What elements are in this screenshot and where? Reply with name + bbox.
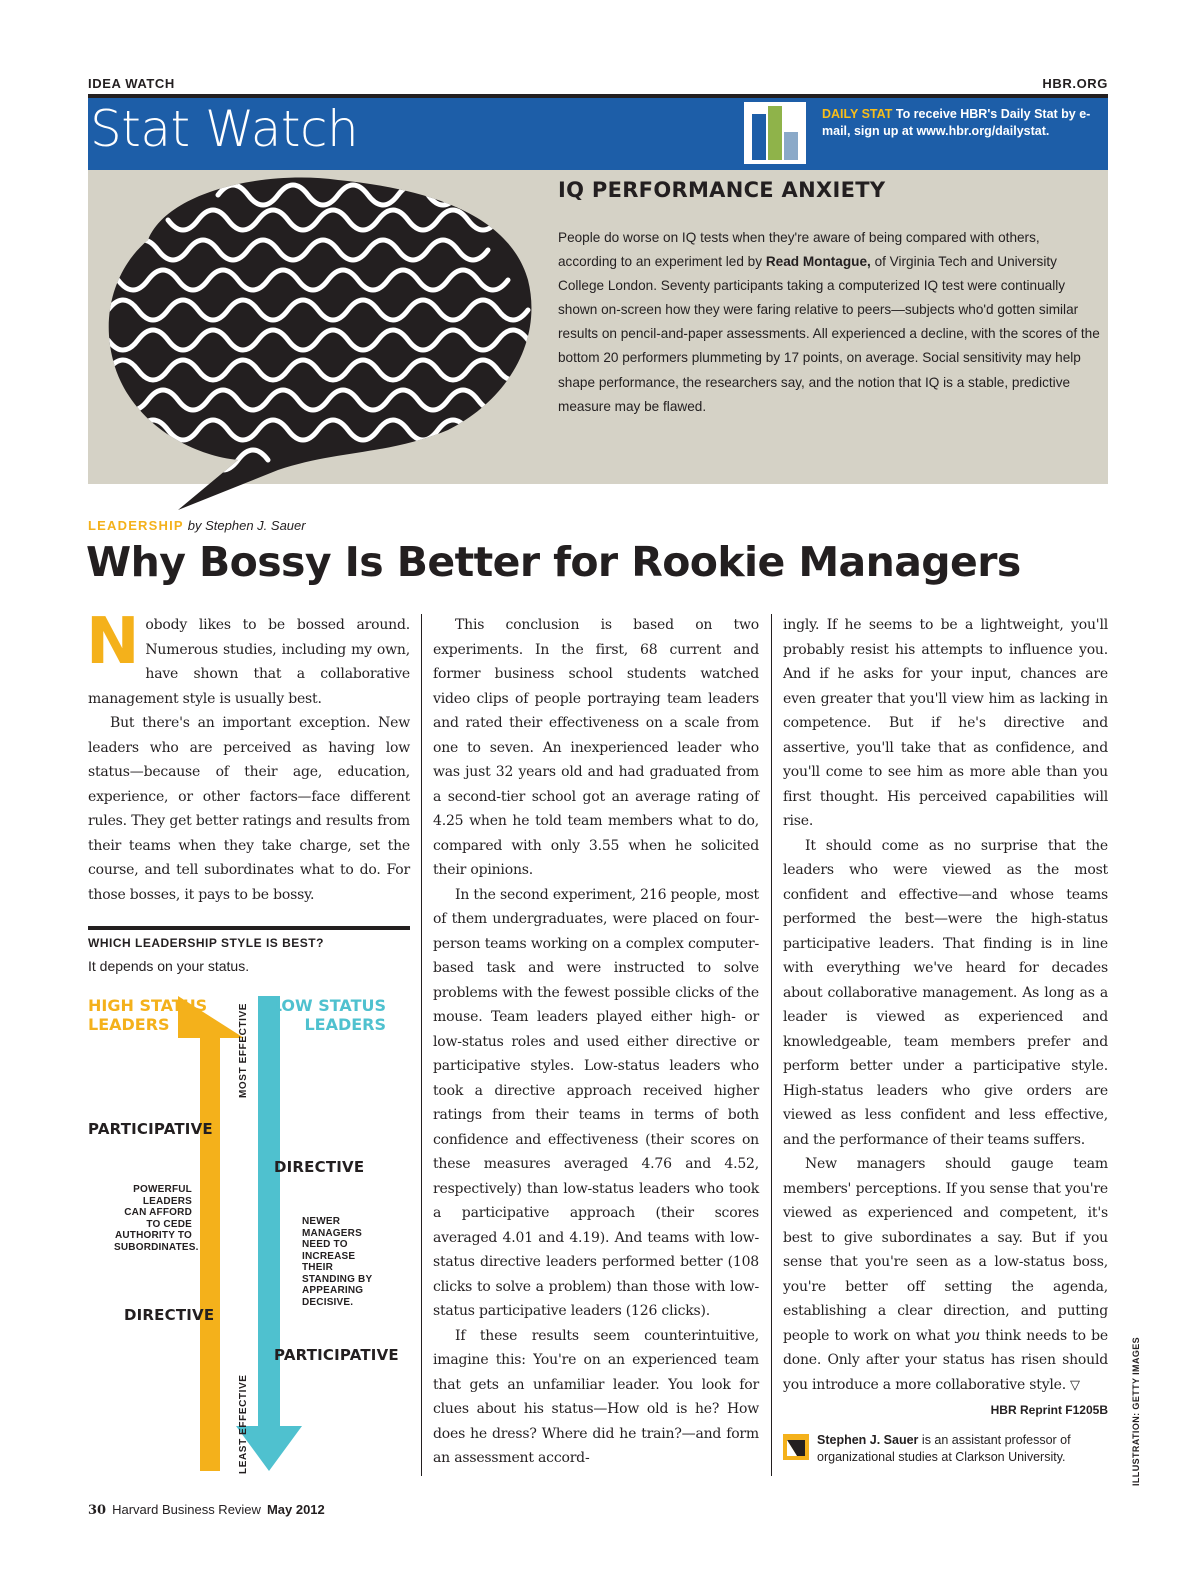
low-status-line-2: LEADERS (304, 1015, 386, 1034)
daily-stat-text: To receive HBR's Daily Stat by e-mail, sign up at www.hbr.org/dailystat. (822, 107, 1091, 138)
daily-stat-label: DAILY STAT (822, 107, 893, 121)
article-column-1 (86, 605, 410, 907)
stat-body-part-1: People do worse on IQ tests when they're aware of being compared with others, according to an experiment led by (558, 230, 1040, 270)
article-kicker (88, 518, 306, 533)
author-name: Stephen J. Sauer (817, 1433, 919, 1447)
paragraph-text: New managers should gauge team members' perceptions. If you sense that you're viewed as experienced and competent, it's best to give subordinates a say. But if you sense that you're seen as a low-status boss, you're better off setting the agenda, establishing a clear direction, and putting people to work on what (783, 1156, 1108, 1344)
high-status-line-1: HIGH STATUS (88, 996, 208, 1015)
paragraph: This conclusion is based on two experiments. In the first, 68 current and former business school students watched video clips of people portraying team leaders and rated their effectiveness on a scale from one to seven. An inexperienced leader who was just 32 years old and had graduated from a second-tier school got an average rating of 4.25 when he told team members what to do, compared with only 3.55 when he solicited their opinions. (433, 617, 759, 878)
column-divider (421, 614, 422, 1476)
hbr-logo-icon (783, 1434, 809, 1460)
leadership-style-infographic (88, 926, 410, 1486)
stat-title: IQ PERFORMANCE ANXIETY (558, 178, 886, 202)
drop-cap: N (86, 605, 140, 679)
illustration-credit: ILLUSTRATION: GETTY IMAGES (1131, 1336, 1141, 1486)
low-status-line-1: LOW STATUS (271, 996, 386, 1015)
article-column-3 (783, 613, 1108, 1423)
author-description: is an assistant professor of organizational studies at Clarkson University. (817, 1433, 1071, 1464)
magazine-name: Harvard Business Review (112, 1502, 261, 1517)
note-line: NEWER (302, 1216, 341, 1227)
note-line: AUTHORITY TO (114, 1230, 192, 1241)
low-status-bottom-style: PARTICIPATIVE (274, 1346, 399, 1364)
page-number: 30 (88, 1503, 107, 1518)
high-status-top-style: PARTICIPATIVE (88, 1120, 213, 1138)
low-status-label (272, 996, 386, 1034)
brain-illustration (88, 170, 548, 515)
least-effective-axis-label: LEAST EFFECTIVE (238, 1374, 249, 1474)
column-divider (771, 614, 772, 1476)
infographic-subhead: It depends on your status. (88, 958, 250, 974)
note-line: THEIR (302, 1262, 333, 1273)
note-line: DECISIVE. (302, 1296, 354, 1308)
note-line: LEADERS (142, 1195, 192, 1207)
note-line: POWERFUL (133, 1184, 192, 1195)
paragraph: If these results seem counterintuitive, imagine this: You're on an experienced team that gets an unfamiliar leader. You look for clues about his status—How old is he? How does he dress? Where did he train?—and form an assessment accord- (433, 1327, 759, 1466)
emphasis: you (955, 1327, 981, 1344)
low-status-top-style: DIRECTIVE (274, 1158, 365, 1176)
note-line: APPEARING (302, 1285, 364, 1296)
researcher-name: Read Montague, (765, 254, 871, 270)
note-line: NEED TO (302, 1239, 348, 1250)
infographic-heading: WHICH LEADERSHIP STYLE IS BEST? (88, 936, 324, 950)
site-label: HBR.ORG (1042, 76, 1108, 91)
banner-title: Stat Watch (90, 100, 359, 158)
stat-watch-banner (88, 98, 1108, 170)
author-bio (783, 1432, 1108, 1466)
low-status-note (302, 1216, 402, 1308)
stat-panel (88, 170, 1108, 484)
most-effective-axis-label: MOST EFFECTIVE (238, 1002, 249, 1098)
note-line: SUBORDINATES. (114, 1241, 199, 1253)
article-section: LEADERSHIP (88, 518, 184, 533)
reprint-number: HBR Reprint F1205B (990, 1403, 1108, 1417)
issue-date: May 2012 (266, 1502, 325, 1517)
paragraph (86, 605, 410, 711)
stat-body-part-2: of Virginia Tech and University College London. Seventy participants taking a computerized IQ test were continually shown on-screen how they were faring relative to peers—subjects who'd gotten similar results on pencil-and-paper assessments. All experienced a decline, with the scores of the bottom 20 performers plummeting by 17 points, on average. Social sensitivity may help shape performance, the researchers say, and the notion that IQ is a stable, predictive measure may be flawed. (558, 254, 1100, 414)
article-column-2 (433, 613, 759, 1471)
article-byline: by Stephen J. Sauer (187, 518, 306, 533)
daily-stat-promo (822, 106, 1092, 140)
note-line: TO CEDE (146, 1218, 192, 1230)
article-headline: Why Bossy Is Better for Rookie Managers (86, 538, 1021, 586)
paragraph: ingly. If he seems to be a lightweight, you'll probably resist his attempts to influence you. And if he asks for your input, chances are even greater that you'll view him as lacking in competence. But if he's directive and assertive, you'll take that as confidence, and you'll come to see him as more able than you first thought. His perceived capabilities will rise. (783, 617, 1108, 829)
high-status-bottom-style: DIRECTIVE (124, 1306, 215, 1324)
paragraph: In the second experiment, 216 people, most of them undergraduates, were placed on four-person teams working on a complex computer-based task and were instructed to solve problems with the fewest possible clicks of the mouse. Team leaders played either high- or low-status roles and used either directive or participative styles. Low-status leaders who took a directive approach received higher ratings from their teams in terms of both confidence and effectiveness (their scores on these measures averaged 4.76 and 4.52, respectively) than low-status leaders who took a participative approach (their scores averaged 4.01 and 4.19). And teams with low-status directive leaders performed better (108 clicks to solve a problem) than those with low-status participative leaders (126 clicks). (433, 886, 759, 1319)
section-label: IDEA WATCH (88, 76, 175, 91)
stat-body (558, 226, 1100, 419)
note-line: STANDING BY (302, 1273, 373, 1285)
note-line: CAN AFFORD (124, 1207, 192, 1218)
high-status-note (114, 1184, 199, 1253)
note-line: INCREASE (302, 1250, 356, 1262)
paragraph: It should come as no surprise that the leaders who were viewed as the most confident and effective—and whose teams performed the best—were the high-status participative leaders. That finding is in line with everything we've heard for decades about collaborative management. As long as a leader is viewed as experienced and knowledgeable, team members prefer and perform better under a participative style. High-status leaders who give orders are viewed as less confident and less effective, and the performance of their teams suffers. (783, 837, 1108, 1148)
paragraph-text: obody likes to be bossed around. Numerous studies, including my own, have shown that a collaborative management style is usually best. (88, 617, 410, 707)
high-status-label (88, 996, 207, 1034)
paragraph: But there's an important exception. New leaders who are perceived as having low status—because of their age, education, experience, or other factors—face different rules. They get better ratings and results from their teams when they take charge, set the course, and tell subordinates what to do. For those bosses, it pays to be bossy. (88, 715, 410, 903)
page-footer (88, 1502, 325, 1518)
bar-chart-icon (744, 102, 806, 164)
high-status-line-2: LEADERS (88, 1015, 170, 1034)
paragraph-text: think needs to be done. Only after your status has risen should you introduce a more collaborative style. (783, 1327, 1108, 1393)
end-mark-icon: ▽ (1070, 1377, 1080, 1393)
note-line: MANAGERS (302, 1227, 362, 1239)
paragraph (783, 1152, 1108, 1417)
